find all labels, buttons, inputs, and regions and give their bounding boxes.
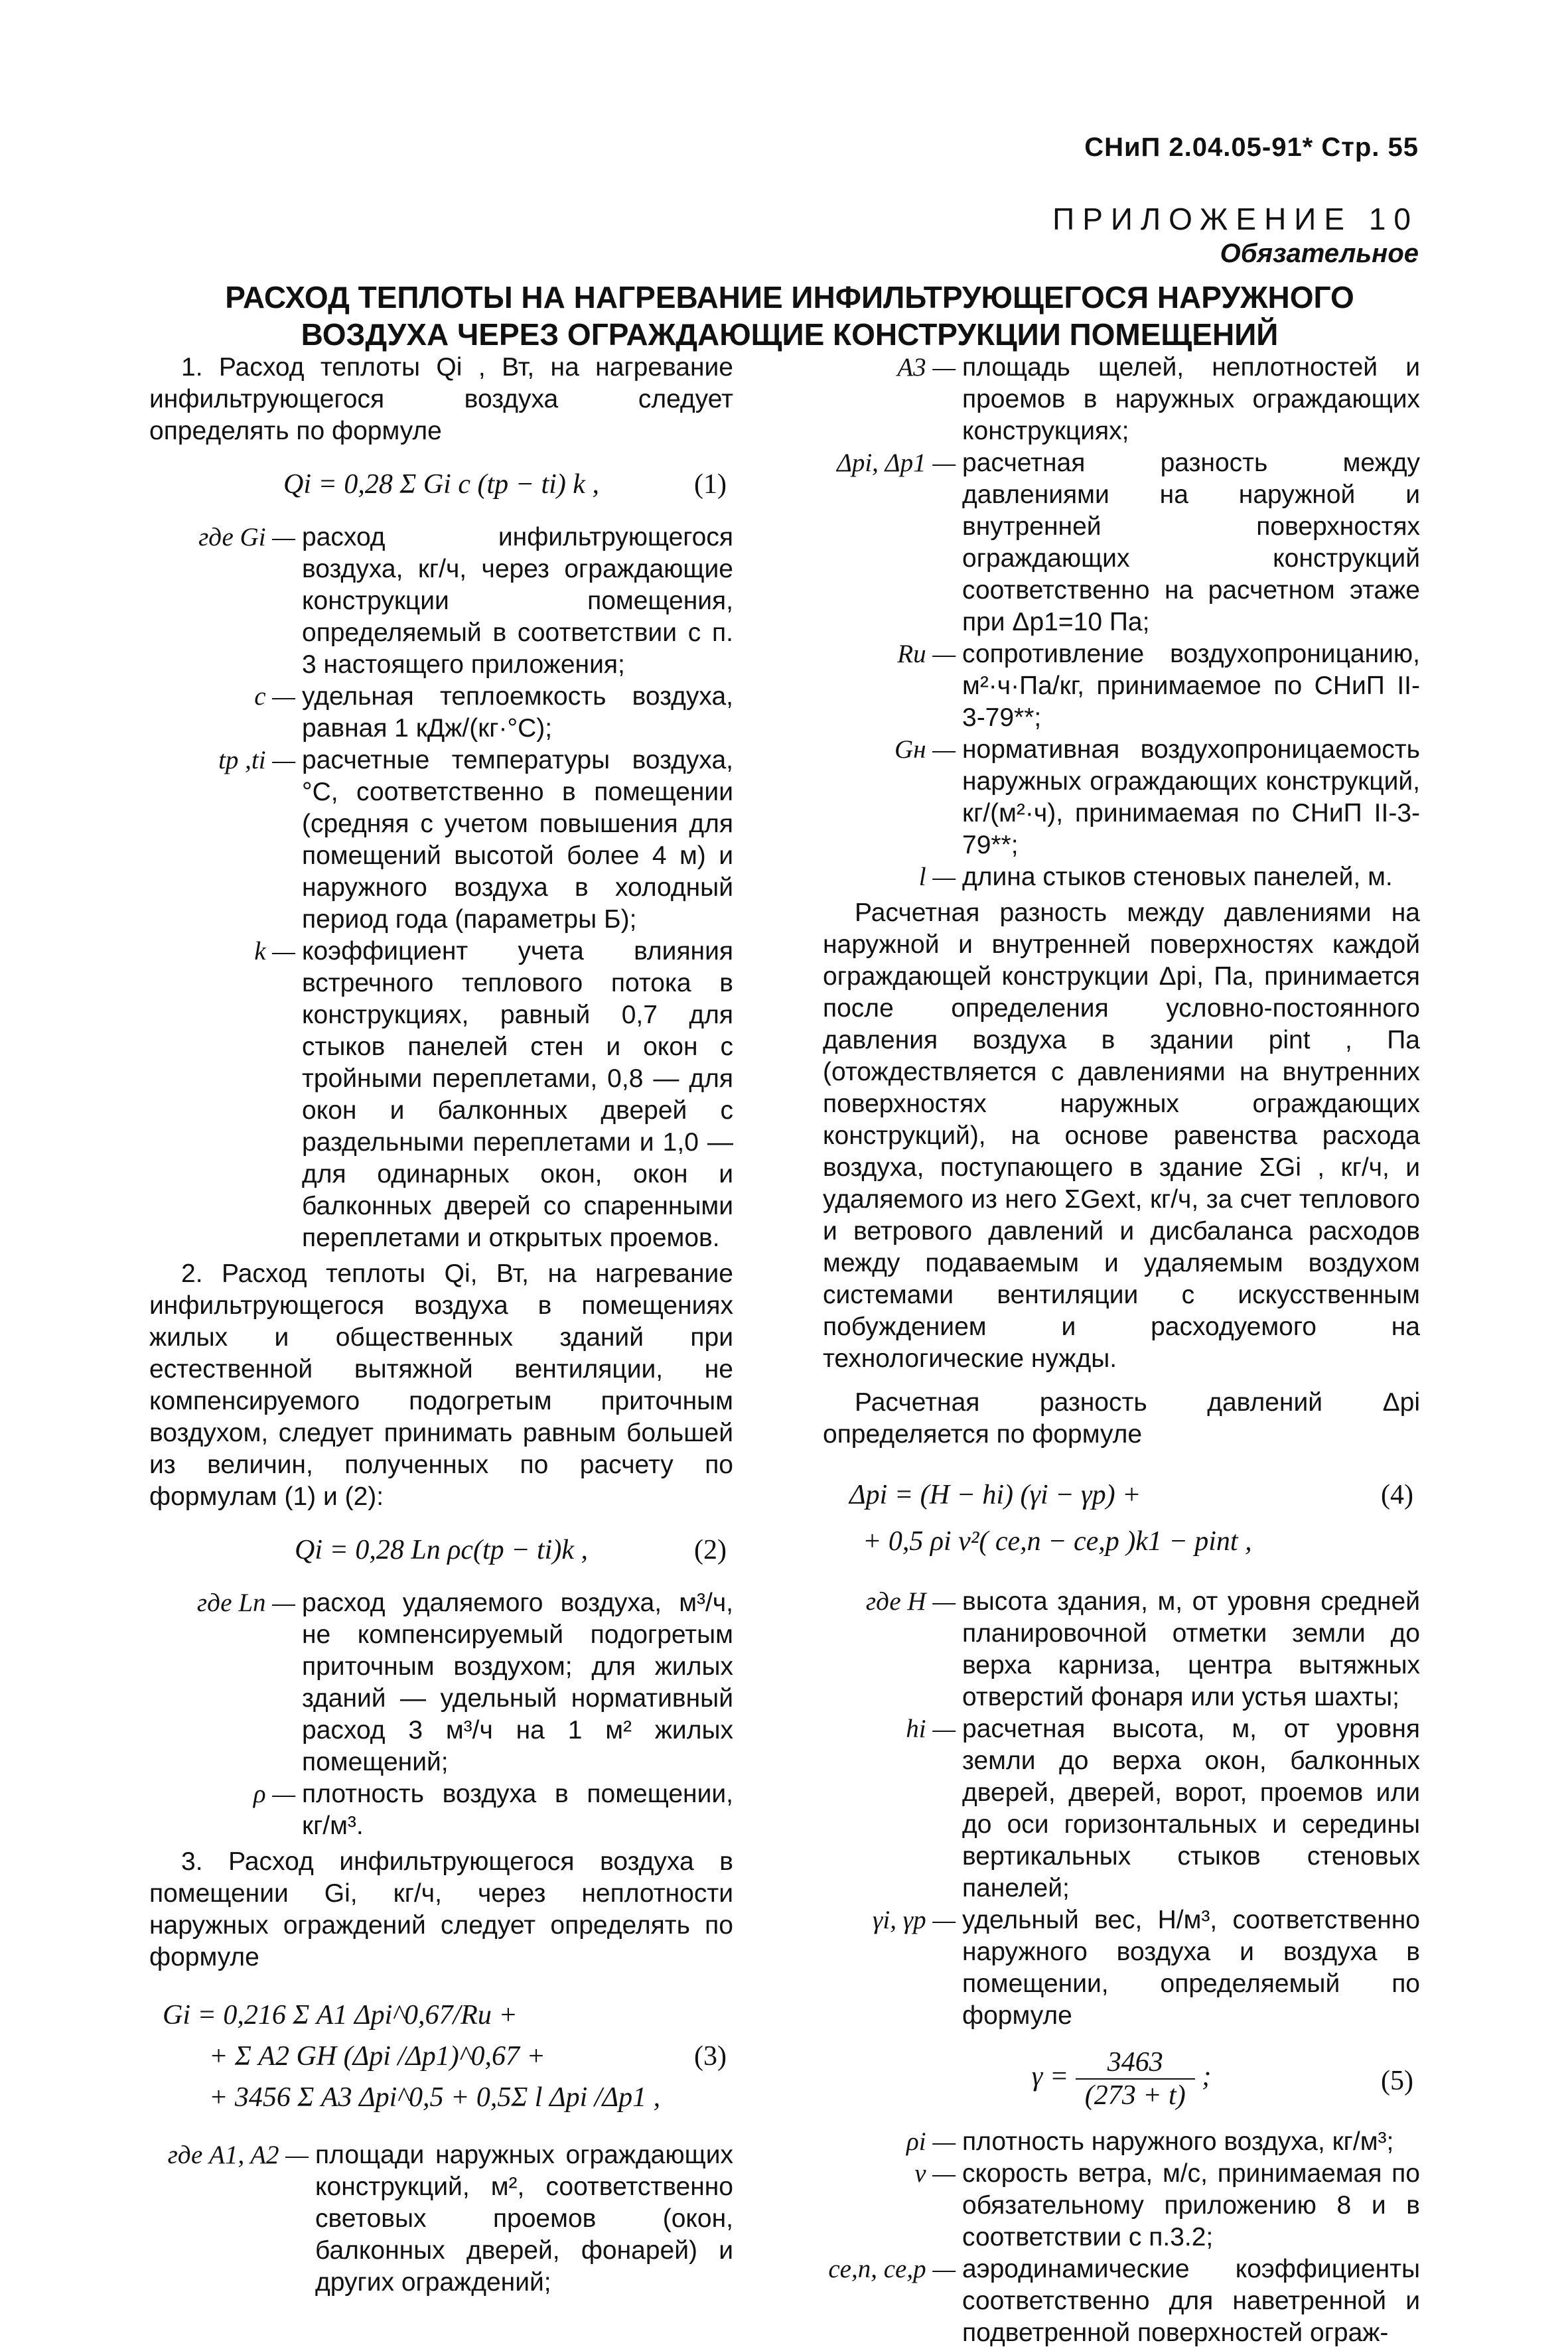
definition-symbol: l — <box>918 863 956 891</box>
right-column <box>823 352 1420 2349</box>
definition-text: расчетная высота, м, от уровня земли до верха окон, балконных дверей, дверей, ворот, проемов или до оси горизонтальных и середины вертикальных стыков стеновых панелей; <box>962 1715 1420 1902</box>
definition-v <box>823 2158 1420 2253</box>
definition-text: аэродинамические коэффициенты соответственно для наветренной и подветренной поверхностей ограж- <box>962 2255 1420 2347</box>
definition-rhoi <box>823 2126 1420 2158</box>
definition-text: нормативная воздухопроницаемость наружных ограждающих конструкций, кг/(м²·ч), принимаемая по СНиП II-3-79**; <box>962 735 1420 859</box>
definition-text: плотность воздуха в помещении, кг/м³. <box>302 1780 733 1840</box>
definition-symbol: hi — <box>906 1715 956 1743</box>
formula-5 <box>823 2046 1420 2111</box>
definition-text: коэффициент учета влияния встречного теплового потока в конструкциях, равный 0,7 для стыков панелей стен и окон с тройными переплетами, 0,8 — для окон и балконных дверей с раздельными переплетами и 1,0 — для одинарных окон, окон и балконных дверей со спаренными переплетами и открытых проемов. <box>302 937 733 1252</box>
formula-3 <box>149 1995 733 2118</box>
definition-symbol: где H — <box>865 1587 956 1616</box>
definition-text: высота здания, м, от уровня средней планировочной отметки земли до верха карниза, центра вытяжных отверстий фонаря или устья шахты; <box>962 1587 1420 1711</box>
formula-2 <box>149 1534 733 1566</box>
paragraph-1: 1. Расход теплоты Qi , Вт, на нагревание инфильтрующегося воздуха следует определять по формуле <box>149 353 733 445</box>
definition-symbol: k — <box>254 937 295 965</box>
formula-1-number: (1) <box>694 469 727 500</box>
definition-symbol: γi, γp — <box>873 1906 956 1934</box>
appendix-label: ПРИЛОЖЕНИЕ 10 <box>1052 202 1419 236</box>
definition-text: удельный вес, Н/м³, соответственно наружного воздуха и воздуха в помещении, определяемый по формуле <box>962 1906 1420 2030</box>
formula-5-fraction <box>1076 2046 1195 2111</box>
formula-2-number: (2) <box>694 1535 727 1565</box>
definition-gn <box>823 734 1420 861</box>
formula-4-number: (4) <box>1381 1480 1413 1510</box>
definition-ce <box>823 2253 1420 2349</box>
definition-text: плотность наружного воздуха, кг/м³; <box>962 2127 1394 2156</box>
formula-4-line-2: + 0,5 ρi v²( ce,n − ce,p )k1 − pint , <box>863 1526 1252 1557</box>
definition-text: расход инфильтрующегося воздуха, кг/ч, через ограждающие конструкции помещения, определяемый в соответствии с п. 3 настоящего приложения; <box>302 523 733 679</box>
definition-symbol: c — <box>254 682 295 711</box>
definition-hi <box>823 1713 1420 1904</box>
definition-l <box>823 861 1420 893</box>
definition-ru <box>823 638 1420 734</box>
definition-text: расчетные температуры воздуха, °С, соответственно в помещении (средняя с учетом повышения для помещений высотой более 4 м) и наружного воздуха в холодный период года (параметры Б); <box>302 746 733 934</box>
title-line-2: ВОЗДУХА ЧЕРЕЗ ОГРАЖДАЮЩИЕ КОНСТРУКЦИИ ПОМЕЩЕНИЙ <box>301 317 1279 352</box>
definition-text: площадь щелей, неплотностей и проемов в наружных ограждающих конструкциях; <box>962 353 1420 445</box>
paragraph-3: 3. Расход инфильтрующегося воздуха в помещении Gi, кг/ч, через неплотности наружных ограждений следует определять по формуле <box>149 1847 733 1971</box>
paragraph-right-1: Расчетная разность между давлениями на наружной и внутренней поверхностях каждой ограждающей конструкции Δpi, Па, принимается после определения условно-постоянного давления воздуха в здании pint , Па (отождествляется с давлениями на внутренних поверхностях наружных ограждающих конструкций), на основе равенства расхода воздуха, поступающего в здание ΣGi , кг/ч, и удаляемого из него ΣGext, кг/ч, за счет теплового и ветрового давлений и дисбаланса расходов между подаваемым и удаляемым воздухом системами вентиляции с искусственным побуждением и расходуемого на технологические нужды. <box>823 898 1420 1373</box>
appendix-status: Обязательное <box>1220 239 1419 268</box>
definition-symbol: A3 — <box>897 353 956 382</box>
formula-3-line-1: Gi = 0,216 Σ A1 Δpi^0,67/Ru + <box>163 2000 518 2030</box>
definition-text: площади наружных ограждающих конструкций, м², соответственно световых проемов (окон, балконных дверей, фонарей) и других ограждений; <box>315 2141 733 2297</box>
formula-4-line-1: Δpi = (H − hi) (γi − γp) + <box>849 1480 1141 1510</box>
page-header: СНиП 2.04.05-91* Стр. 55 <box>1084 133 1419 162</box>
definition-gi <box>149 522 733 681</box>
formula-5-lhs: γ = <box>1031 2061 1069 2092</box>
definition-c <box>149 681 733 745</box>
definition-text: расход удаляемого воздуха, м³/ч, не компенсируемый подогретым приточным воздухом; для жилых зданий — удельный нормативный расход 3 м³/ч на 1 м² жилых помещений; <box>302 1589 733 1776</box>
left-column <box>149 352 733 2299</box>
title-line-1: РАСХОД ТЕПЛОТЫ НА НАГРЕВАНИЕ ИНФИЛЬТРУЮЩЕГОСЯ НАРУЖНОГО <box>225 280 1354 315</box>
formula-3-line-3: + 3456 Σ A3 Δpi^0,5 + 0,5Σ l Δpi /Δp1 , <box>209 2082 661 2113</box>
formula-2-expression: Qi = 0,28 Ln ρc(tp − ti)k , <box>295 1535 588 1565</box>
definition-symbol: Ru — <box>897 640 956 668</box>
formula-5-denominator: (273 + t) <box>1084 2080 1186 2111</box>
formula-1-expression: Qi = 0,28 Σ Gi c (tp − ti) k , <box>283 469 599 500</box>
definition-symbol: Δpi, Δp1 — <box>836 449 956 477</box>
definition-symbol: где A1, A2 — <box>167 2141 309 2169</box>
definition-k <box>149 936 733 1254</box>
definition-dp <box>823 447 1420 638</box>
formula-5-number: (5) <box>1381 2066 1413 2096</box>
definition-text: скорость ветра, м/с, принимаемая по обязательному приложению 8 и в соответствии с п.3.2; <box>962 2159 1420 2251</box>
paragraph-right-2: Расчетная разность давлений Δpi определяется по формуле <box>823 1388 1420 1449</box>
paragraph-2: 2. Расход теплоты Qi, Вт, на нагревание инфильтрующегося воздуха в помещениях жилых и общественных зданий при естественной вытяжной вентиляции, не компенсируемого подогретым приточным воздухом, следует принимать равным большей из величин, полученных по расчету по формулам (1) и (2): <box>149 1259 733 1511</box>
definition-text: длина стыков стеновых панелей, м. <box>962 863 1393 891</box>
formula-5-tail: ; <box>1202 2061 1212 2092</box>
definition-symbol: где Gi — <box>198 523 295 551</box>
definition-symbol: ρ — <box>253 1780 295 1808</box>
definition-h <box>823 1586 1420 1713</box>
definition-symbol: где Ln — <box>196 1589 295 1617</box>
definition-gamma <box>823 1904 1420 2032</box>
definition-text: сопротивление воздухопроницанию, м²·ч·Па/кг, принимаемое по СНиП II-3-79**; <box>962 640 1420 732</box>
document-title <box>186 279 1393 353</box>
definition-symbol: Gн — <box>894 735 956 764</box>
formula-4 <box>823 1472 1420 1565</box>
definition-symbol: tp ,ti — <box>218 746 295 774</box>
definition-ln <box>149 1587 733 1778</box>
formula-3-line-2: + Σ A2 GH (Δpi /Δp1)^0,67 + <box>209 2041 545 2072</box>
definition-symbol: v — <box>914 2159 956 2188</box>
definition-a3 <box>823 352 1420 447</box>
formula-3-number: (3) <box>694 2041 727 2072</box>
definition-a <box>149 2139 733 2299</box>
definition-rho <box>149 1778 733 1842</box>
formula-5-numerator: 3463 <box>1076 2046 1195 2080</box>
formula-1 <box>149 468 733 500</box>
definition-symbol: ce,n, ce,p — <box>828 2255 956 2283</box>
definition-text: удельная теплоемкость воздуха, равная 1 кДж/(кг·°С); <box>302 682 733 743</box>
definition-symbol: ρi — <box>906 2127 956 2156</box>
definition-t <box>149 745 733 936</box>
definition-text: расчетная разность между давлениями на наружной и внутренней поверхностях ограждающих конструкций соответственно на расчетном этаже при Δp1=10 Па; <box>962 449 1420 636</box>
